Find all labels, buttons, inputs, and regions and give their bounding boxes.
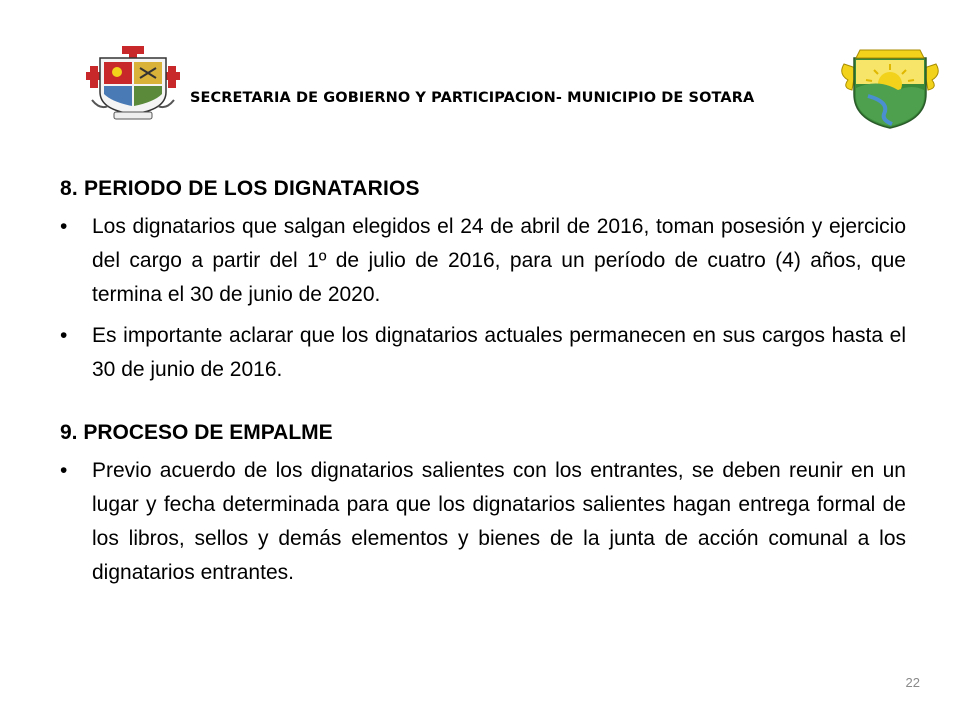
bullet-text: Previo acuerdo de los dignatarios salientes con los entrantes, se deben reunir en un lugar y fecha determinada para que los dignatarios salientes hagan entrega formal de los libros, sellos y demás elementos y bienes de la junta de acción comunal a los dignatarios entrantes. (92, 459, 906, 584)
bullet-item (60, 210, 906, 312)
section-heading-empalme: 9. PROCESO DE EMPALME (60, 421, 333, 444)
content-area (60, 172, 906, 597)
bullet-icon: • (60, 215, 68, 238)
header-title: SECRETARIA DE GOBIERNO Y PARTICIPACION- MUNICIPIO DE SOTARA (190, 90, 755, 106)
bullet-text: Es importante aclarar que los dignatarios actuales permanecen en sus cargos hasta el 30 de junio de 2016. (92, 324, 906, 381)
municipal-shield-icon (838, 44, 942, 130)
coat-of-arms-icon (86, 44, 180, 122)
bullet-text: Los dignatarios que salgan elegidos el 24 de abril de 2016, toman posesión y ejercicio del cargo a partir del 1º de julio de 2016, para un período de cuatro (4) años, que termina el 30 de junio de 2020. (92, 215, 906, 306)
section-heading-periodo: 8. PERIODO DE LOS DIGNATARIOS (60, 177, 420, 200)
bullet-icon: • (60, 324, 68, 347)
page-number: 22 (905, 675, 920, 690)
bullet-item (60, 319, 906, 387)
bullet-icon: • (60, 459, 68, 482)
bullet-item (60, 454, 906, 590)
